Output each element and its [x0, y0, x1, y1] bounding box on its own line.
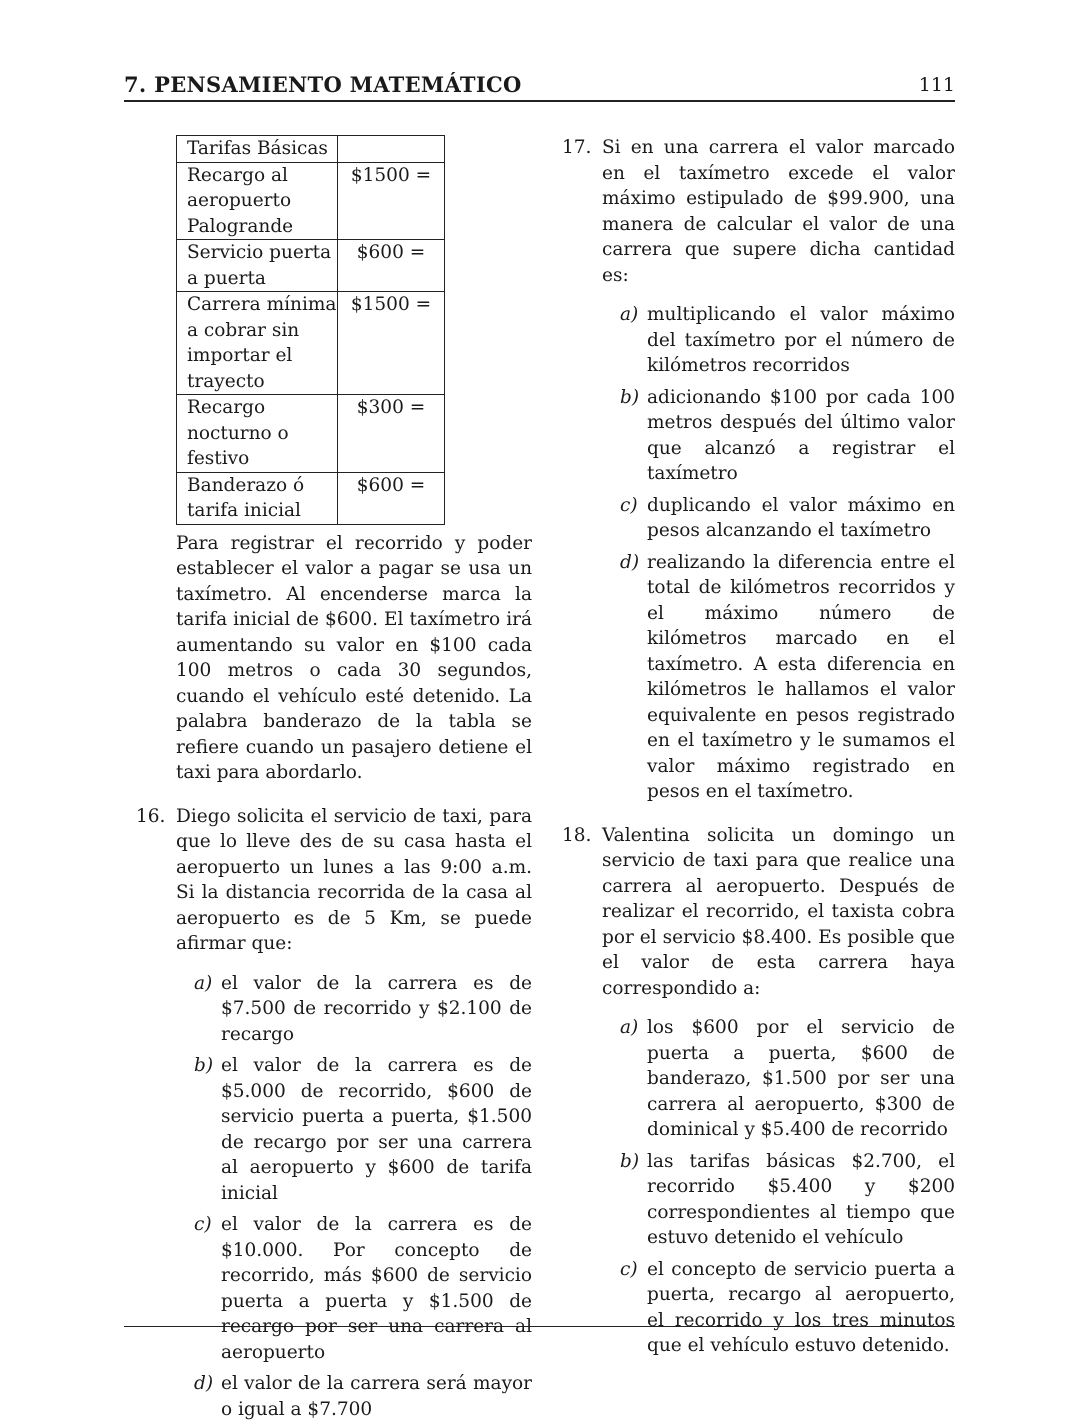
tariff-name: Recargo al aeropuerto Palogrande [177, 162, 338, 240]
option-text: el valor de la carrera será mayor o igual a $7.700 [221, 1373, 532, 1420]
table-row [177, 240, 445, 292]
option-label: c) [620, 1258, 638, 1280]
option-label: d) [620, 551, 640, 573]
option-label: a) [194, 972, 213, 994]
page-number: 111 [918, 74, 955, 96]
tariff-value: $600 = [338, 472, 445, 524]
option-label: b) [620, 386, 640, 408]
left-column [136, 135, 532, 1428]
question-17-options [562, 302, 955, 805]
tariff-name: Banderazo ó tarifa inicial [177, 472, 338, 524]
option-label: c) [194, 1214, 212, 1235]
option-text: realizando la diferencia entre el total de kilómetros recorridos y el máximo número de kilómetros marcado en el taxímetro. A esta diferencia en kilómetros le hallamos el valor equivalente en pesos registrado en el taxímetro y le sumamos el valor máximo registrado en pesos en el taxímetro. [647, 551, 955, 802]
question-number: 17. [562, 137, 592, 158]
option-b [602, 385, 955, 487]
question-text: Valentina solicita un domingo un servicio de taxi para que realice una carrera al aeropuerto. Después de realizar el recorrido, el taxista cobra por el servicio $8.400. Es posible que el valor de esta carrera haya correspondido a: [602, 824, 955, 999]
question-16 [136, 804, 532, 957]
table-header-blank [338, 136, 445, 163]
table-header: Tarifas Básicas [177, 136, 338, 163]
option-label: b) [620, 1150, 640, 1172]
option-c [602, 1257, 955, 1359]
option-b [176, 1053, 532, 1206]
option-text: duplicando el valor máximo en pesos alcanzando el taxímetro [647, 494, 955, 541]
option-text: las tarifas básicas $2.700, el recorrido $5.400 y $200 correspondientes al tiempo que estuvo detenido el vehículo [647, 1150, 955, 1248]
option-c [602, 493, 955, 544]
right-column [562, 135, 955, 1365]
table-row [177, 472, 445, 524]
question-18 [562, 823, 955, 1002]
question-text: Si en una carrera el valor marcado en el taxímetro excede el valor máximo estipulado de $99.900, una manera de calcular el valor de una carrera que supere dicha cantidad es: [602, 137, 955, 286]
option-text: el concepto de servicio puerta a puerta, recargo al aeropuerto, el recorrido y los tres minutos que el vehículo estuvo detenido. [647, 1258, 955, 1356]
tariff-name: Recargo nocturno o festivo [177, 395, 338, 473]
page-header [124, 72, 955, 102]
option-text: adicionando $100 por cada 100 metros después del último valor que alcanzó a registrar el taxímetro [647, 386, 955, 484]
option-text: el valor de la carrera es de $5.000 de recorrido, $600 de servicio puerta a puerta, $1.500 de recargo por ser una carrera al aeropuerto y $600 de tarifa inicial [221, 1055, 532, 1204]
question-18-options [562, 1015, 955, 1359]
tariff-table [176, 135, 445, 525]
question-16-options [136, 971, 532, 1423]
table-row [177, 162, 445, 240]
tariff-value: $1500 = [338, 162, 445, 240]
option-a [602, 302, 955, 379]
option-text: el valor de la carrera es de $10.000. Por concepto de recorrido, más $600 de servicio puerta a puerta y $1.500 de recargo por ser una carrera al aeropuerto [221, 1214, 532, 1363]
table-row [177, 292, 445, 395]
tariff-value: $1500 = [338, 292, 445, 395]
option-b [602, 1149, 955, 1251]
question-17 [562, 135, 955, 288]
option-a [176, 971, 532, 1048]
footer-rule [124, 1326, 955, 1327]
question-number: 18. [562, 824, 592, 846]
option-label: c) [620, 494, 638, 516]
option-d [602, 550, 955, 805]
tariff-value: $600 = [338, 240, 445, 292]
option-a [602, 1015, 955, 1143]
table-row [177, 395, 445, 473]
tariff-name: Servicio puerta a puerta [177, 240, 338, 292]
tariff-name: Carrera mínima a cobrar sin importar el trayecto [177, 292, 338, 395]
option-text: los $600 por el servicio de puerta a puerta, $600 de banderazo, $1.500 por ser una carrera al aeropuerto, $300 de dominical y $5.400 de recorrido [647, 1017, 955, 1140]
option-text: el valor de la carrera es de $7.500 de recorrido y $2.100 de recargo [221, 972, 532, 1045]
question-number: 16. [136, 805, 166, 827]
option-label: a) [620, 304, 639, 325]
chapter-title: 7. PENSAMIENTO MATEMÁTICO [124, 72, 522, 97]
option-c [176, 1212, 532, 1365]
option-label: a) [620, 1017, 639, 1038]
question-text: Diego solicita el servicio de taxi, para que lo lleve des de su casa hasta el aeropuerto un lunes a las 9:00 a.m. Si la distancia recorrida de la casa al aeropuerto es de 5 Km, se puede afirmar que: [176, 805, 532, 954]
option-label: b) [194, 1055, 214, 1076]
intro-paragraph: Para registrar el recorrido y poder establecer el valor a pagar se usa un taxímetro. Al encenderse marca la tarifa inicial de $600. El taxímetro irá aumentando su valor en $100 cada 100 metros o cada 30 segundos, cuando el vehículo esté detenido. La palabra banderazo de la tabla se refiere cuando un pasajero detiene el taxi para abordarlo. [176, 532, 532, 783]
tariff-value: $300 = [338, 395, 445, 473]
table-header-row [177, 136, 445, 163]
option-label: d) [194, 1373, 214, 1394]
option-text: multiplicando el valor máximo del taxímetro por el número de kilómetros recorridos [647, 304, 955, 376]
